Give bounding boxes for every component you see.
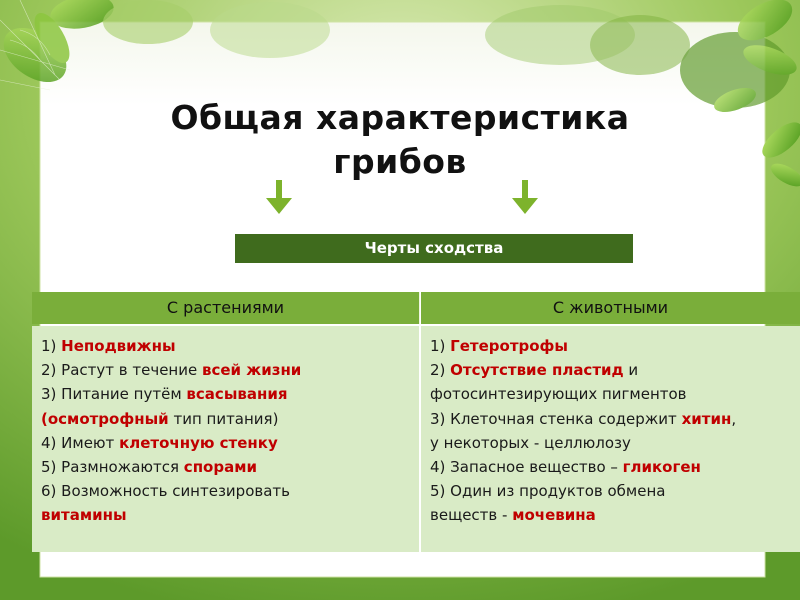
down-arrow-icon [264, 180, 294, 216]
list-text: 3) Питание путём [41, 385, 187, 404]
list-item [41, 334, 301, 358]
highlight-term: Отсутствие пластид [450, 361, 624, 380]
highlight-term: всей жизни [202, 361, 302, 380]
title-line-2: грибов [333, 142, 467, 181]
list-item [430, 382, 736, 406]
highlight-term: Неподвижны [61, 337, 176, 355]
list-item [430, 455, 736, 479]
list-item [430, 334, 736, 358]
list-item [430, 407, 736, 431]
highlight-term: (осмотрофный [41, 409, 169, 428]
list-text: 5) Один из продуктов обмена [430, 482, 666, 501]
list-text: 3) Клеточная стенка содержит [430, 409, 682, 428]
list-item [41, 455, 301, 479]
similarity-heading: Черты сходства [235, 234, 633, 263]
highlight-term: витамины [41, 506, 127, 525]
list-item [41, 358, 301, 382]
list-text: и [623, 361, 639, 380]
comparison-table [32, 292, 800, 552]
list-text: у некоторых - целлюлозу [430, 433, 631, 452]
highlight-term: спорами [183, 458, 257, 477]
list-item [430, 358, 736, 382]
list-item [41, 407, 301, 431]
down-arrow-icon [510, 180, 540, 216]
highlight-term: клеточную стенку [119, 433, 278, 452]
list-text: фотосинтезирующих пигментов [430, 385, 687, 404]
list-item [41, 479, 301, 503]
list-text: 2) Растут в течение [41, 361, 202, 380]
list-item [430, 479, 736, 503]
list-text: 6) Возможность синтезировать [41, 482, 290, 501]
list-text: 2) [430, 361, 451, 380]
plants-cell [32, 326, 419, 552]
list-text: 4) Запасное вещество – [430, 458, 623, 477]
highlight-term: мочевина [512, 506, 596, 525]
list-text: 4) Имеют [41, 433, 120, 452]
list-item [430, 431, 736, 455]
list-text: 5) Размножаются [41, 458, 184, 477]
column-header-animals: С животными [421, 292, 800, 324]
list-text: 1) [41, 337, 62, 355]
list-text: веществ - [430, 506, 513, 525]
highlight-term: всасывания [186, 385, 288, 404]
title-line-1: Общая характеристика [170, 98, 630, 137]
list-item [430, 503, 736, 527]
animals-list [430, 334, 736, 528]
list-text: , [731, 409, 737, 428]
page-title [60, 96, 740, 184]
highlight-term: гликоген [622, 458, 701, 477]
animals-cell [421, 326, 800, 552]
column-header-plants: С растениями [32, 292, 420, 324]
highlight-term: Гетеротрофы [450, 337, 568, 355]
list-text: 1) [430, 337, 451, 355]
list-item [41, 431, 301, 455]
highlight-term: хитин [681, 409, 732, 428]
list-item [41, 503, 301, 527]
list-item [41, 382, 301, 406]
list-text: тип питания) [168, 409, 279, 428]
plants-list [41, 334, 301, 528]
